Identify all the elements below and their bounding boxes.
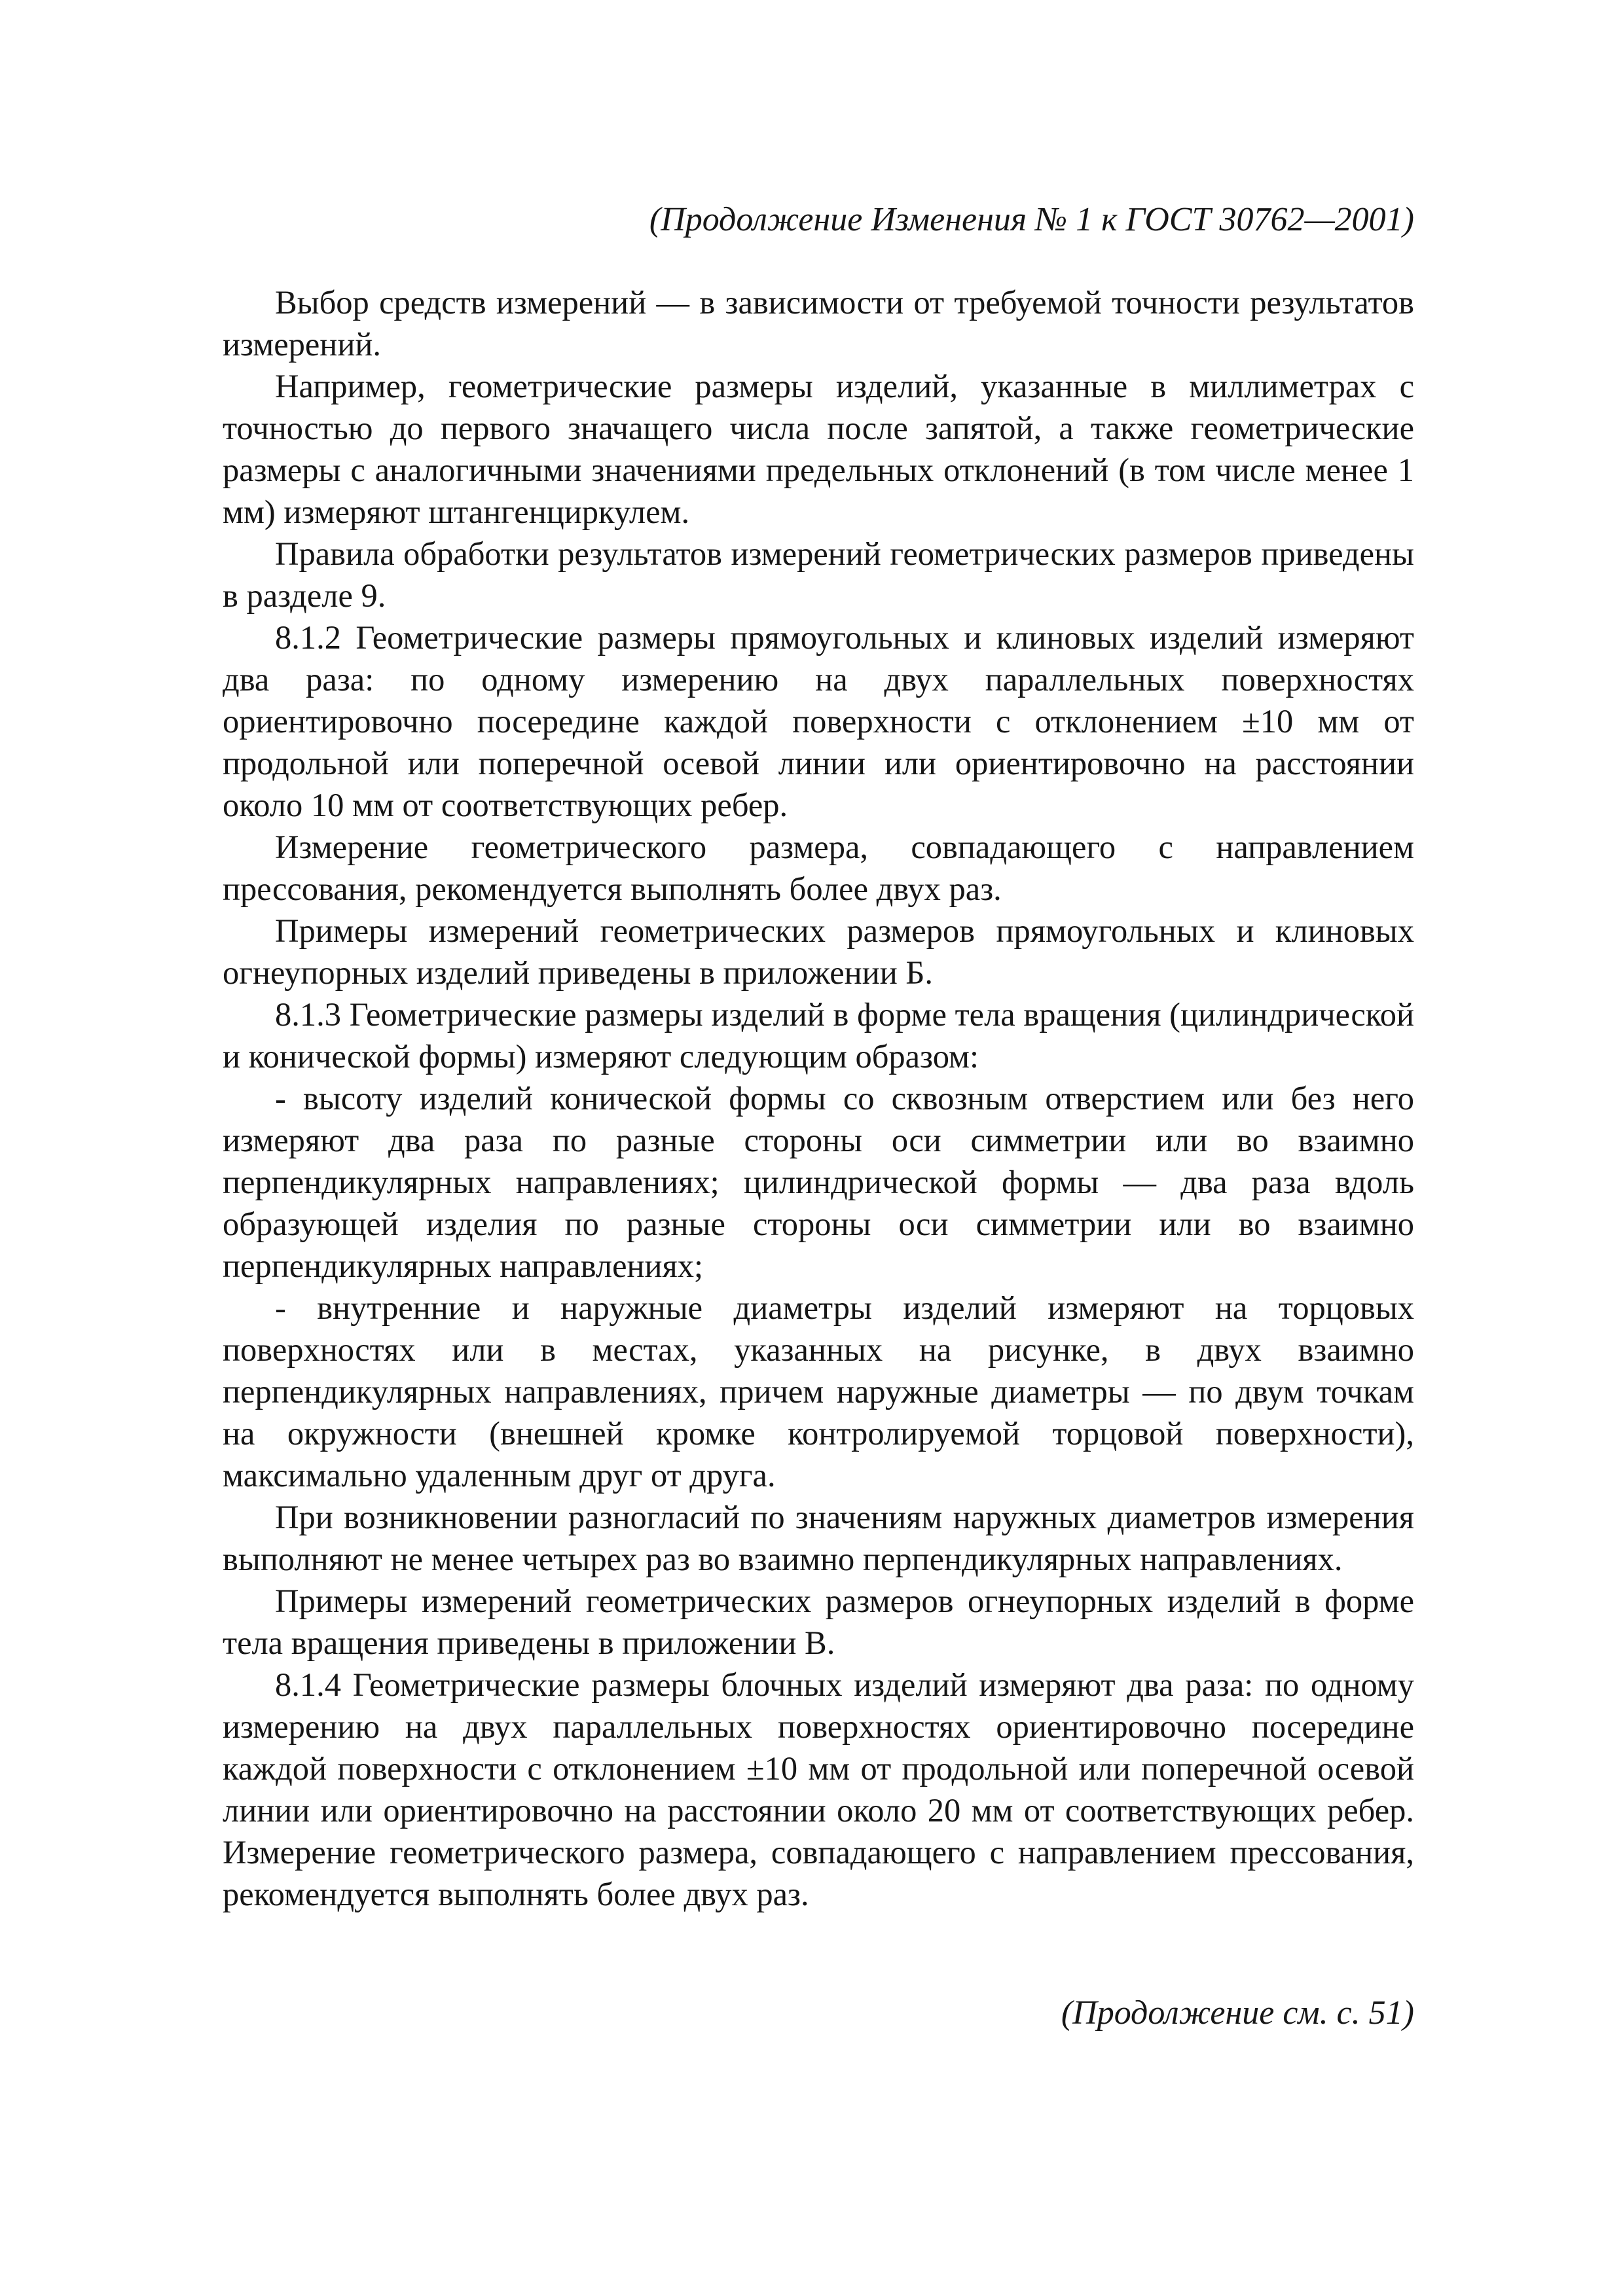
paragraph: Например, геометрические размеры изделий, указанные в миллиметрах с точностью до первого значащего числа после запятой, а также геометрические размеры с аналогичными значениями предельных отклонений (в том числе менее 1 мм) измеряют штангенциркулем.: [223, 368, 1414, 530]
paragraph: 8.1.3 Геометрические размеры изделий в форме тела вращения (цилиндрической и конической формы) измеряют следующим образом:: [223, 996, 1414, 1075]
paragraph: Примеры измерений геометрических размеров огнеупорных изделий в форме тела вращения приведены в приложении В.: [223, 1583, 1414, 1661]
paragraph: Примеры измерений геометрических размеров прямоугольных и клиновых огнеупорных изделий приведены в приложении Б.: [223, 912, 1414, 991]
paragraph: 8.1.2 Геометрические размеры прямоугольных и клиновых изделий измеряют два раза: по одному измерению на двух параллельных поверхностях ориентировочно посередине каждой поверхности с отклонением ±10 мм от продольной или поперечной осевой линии или ориентировочно на расстоянии около 10 мм от соответствующих ребер.: [223, 619, 1414, 823]
page-header: (Продолжение Изменения № 1 к ГОСТ 30762—2001): [649, 201, 1414, 238]
paragraph: Выбор средств измерений — в зависимости от требуемой точности результатов измерений.: [223, 284, 1414, 363]
paragraph: - высоту изделий конической формы со сквозным отверстием или без него измеряют два раза по разные стороны оси симметрии или во взаимно перпендикулярных направлениях; цилиндрической формы — два раза вдоль образующей изделия по разные стороны оси симметрии или во взаимно перпендикулярных направлениях;: [223, 1080, 1414, 1284]
paragraph: При возникновении разногласий по значениям наружных диаметров измерения выполняют не менее четырех раз во взаимно перпендикулярных направлениях.: [223, 1499, 1414, 1577]
paragraph: Правила обработки результатов измерений геометрических размеров приведены в разделе 9.: [223, 535, 1414, 614]
paragraph: Измерение геометрического размера, совпадающего с направлением прессования, рекомендуется выполнять более двух раз.: [223, 829, 1414, 907]
paragraph: - внутренние и наружные диаметры изделий измеряют на торцовых поверхностях или в местах, указанных на рисунке, в двух взаимно перпендикулярных направлениях, причем наружные диаметры — по двум точкам на окружности (внешней кромке контролируемой торцовой поверхности), максимально удаленным друг от друга.: [223, 1289, 1414, 1494]
body-text: [223, 281, 1414, 1915]
page-footer: (Продолжение см. с. 51): [1061, 1994, 1414, 2032]
paragraph: 8.1.4 Геометрические размеры блочных изделий измеряют два раза: по одному измерению на двух параллельных поверхностях ориентировочно посередине каждой поверхности с отклонением ±10 мм от продольной или поперечной осевой линии или ориентировочно на расстоянии около 20 мм от соответствующих ребер. Измерение геометрического размера, совпадающего с направлением прессования, рекомендуется выполнять более двух раз.: [223, 1666, 1414, 1912]
